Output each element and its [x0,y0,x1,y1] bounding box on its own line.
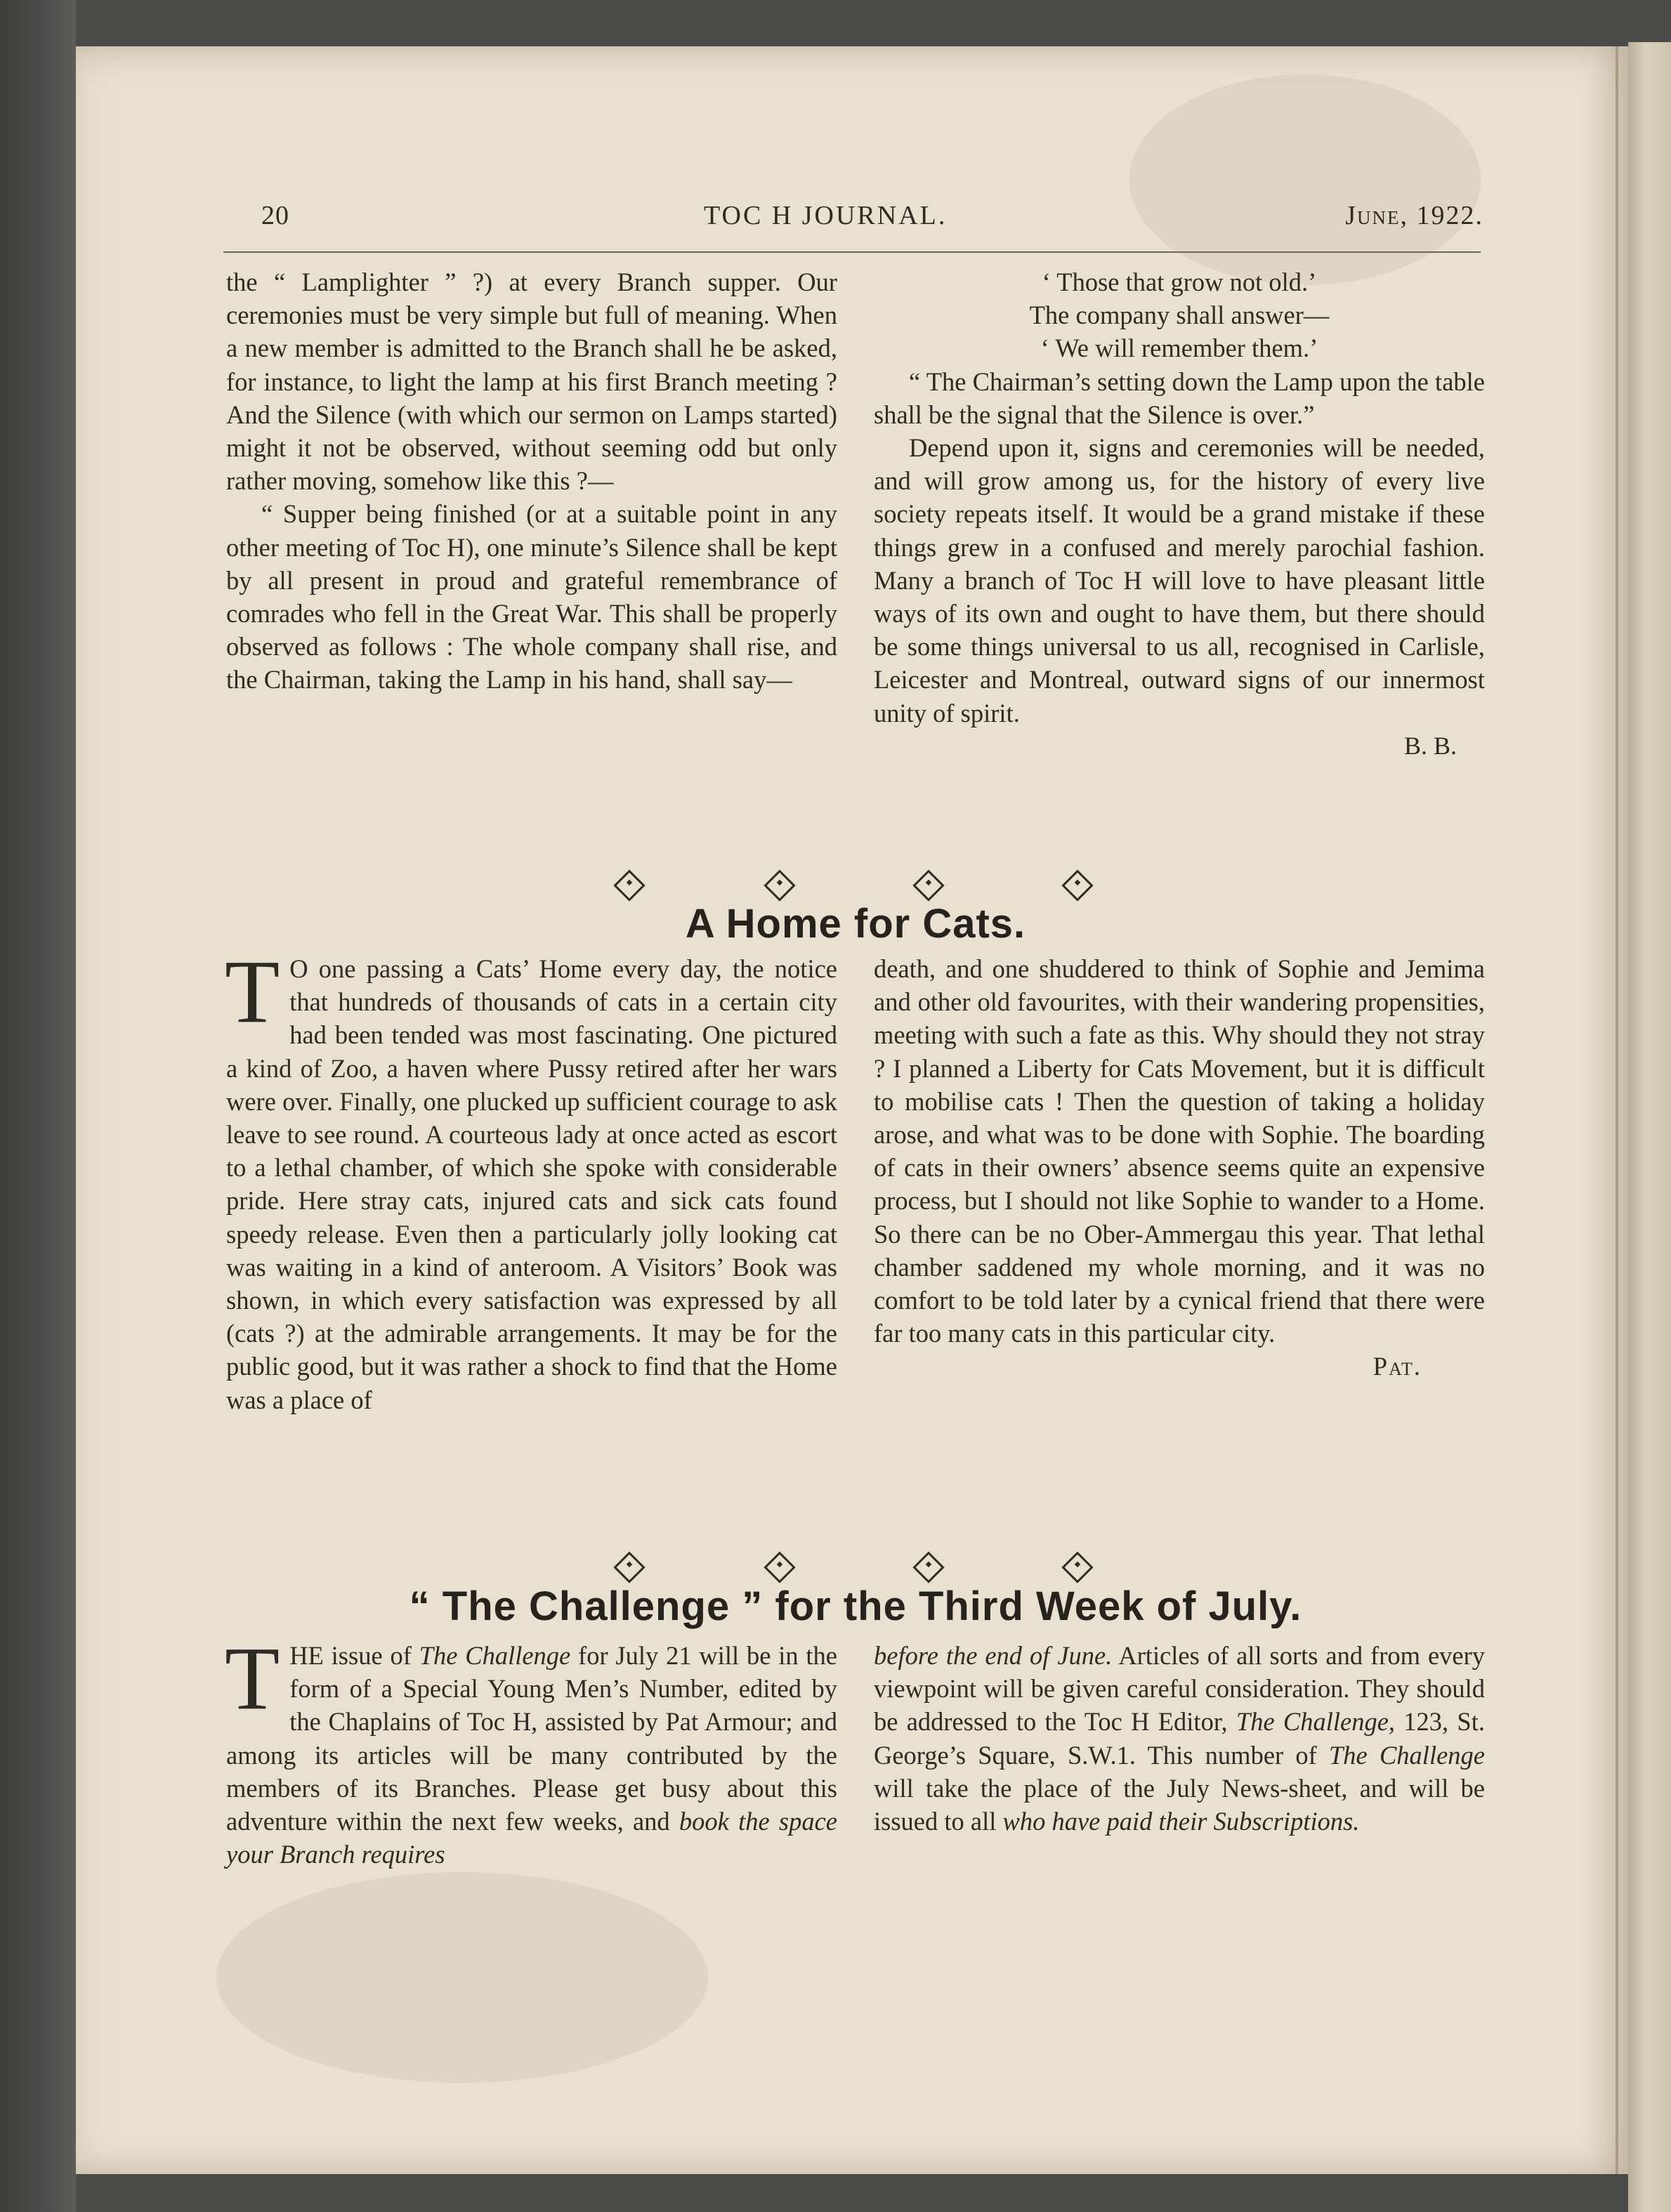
article3-text: 123, St. George’s Square, S.W.1. This number of [874,1707,1485,1770]
article2-right-column [874,952,1485,1383]
running-header [261,200,1483,242]
article1-signature: B. B. [1403,731,1457,760]
article3-text: Articles of all sorts and from every viewpoint will be given careful consideration. They should be addressed to the Toc H Editor, [874,1641,1485,1737]
journal-title: TOC H JOURNAL. [704,201,948,230]
article3-title: “ The Challenge ” for the Third Week of July. [409,1584,1302,1629]
article3-italic-text: who have paid their Subscriptions. [1002,1807,1360,1836]
article1-right-column [874,265,1485,763]
diamond-ornament-icon [764,869,795,901]
issue-date: June, 1922. [1345,201,1483,230]
paper-stain [1129,74,1481,285]
quote-line: ‘ We will remember them.’ [1040,334,1318,363]
drop-cap: T [225,942,280,1041]
article3-right-column [874,1639,1485,1838]
article2-title: A Home for Cats. [685,901,1026,947]
drop-cap: T [225,1628,280,1728]
article1-paragraph: Depend upon it, signs and ceremonies will be needed, and will grow among us, for the history of every live society repeats itself. It would be a grand mistake if these things grew in a confused and merely parochial fashion. Many a branch of Toc H will love to have pleasant little ways of its own and ought to have them, but there should be some things universal to us all, recognised in Carlisle, Leicester and Montreal, outward signs of our innermost unity of spirit. [874,433,1485,728]
diamond-ornament-icon [764,1551,795,1583]
article1-paragraph: “ The Chairman’s setting down the Lamp upon the table shall be the signal that the Silence is over.” [874,367,1485,429]
paper-stain [216,1872,708,2083]
diamond-ornament-icon [613,869,645,901]
article3-text: for July 21 will be in the form of a Special Young Men’s Number, edited by the Chaplains of Toc H, assisted by Pat Armour; and among its articles will be many contributed by the members of its Branches. Please get busy about this adventure within the next few weeks, and [226,1641,838,1836]
quote-line: ‘ Those that grow not old.’ [1042,268,1317,296]
diamond-ornament-icon [912,1551,944,1583]
page-number: 20 [261,201,289,230]
article3-italic-text: before the end of June. [874,1641,1113,1670]
article3-left-column [225,1628,838,1871]
article2-left-column [225,942,837,1416]
next-page-edge [1628,42,1671,2212]
diamond-ornament-icon [1061,1551,1093,1583]
publication-title: The Challenge [419,1641,571,1670]
article3-italic-text: book the space your Branch requires [226,1807,837,1869]
publication-title: The Challenge [1329,1740,1485,1770]
article3-paragraph [874,1639,1485,1838]
quote-line: The company shall answer— [1029,301,1330,330]
article2-right-text: death, and one shuddered to think of Sophie and Jemima and other old favourites, with their wandering propensities, meeting with such a fate as this. Why should they not stray ? I planned a Liberty for Cats Movement, but it is difficult to mobilise cats ! Then the question of taking a holiday arose, and what was to be done with Sophie. The boarding of cats in their owners’ absence seems quite an expensive process, but I should not like Sophie to wander to a Home. So there can be no Ober-Ammergau this year. That lethal chamber saddened my whole morning, and it was no comfort to be told later by a cynical friend that there were far too many cats in this particular city. [874,954,1485,1348]
diamond-ornament-icon [912,869,944,901]
header-rule [223,251,1481,253]
scan-background [0,0,76,2212]
article1-paragraph: the “ Lamplighter ” ?) at every Branch supper. Our ceremonies must be very simple but full of meaning. When a new member is admitted to the Branch shall he be asked, for instance, to light the lamp at his first Branch meeting ? And the Silence (with which our sermon on Lamps started) might it not be observed, without seeming odd but only rather moving, somehow like this ?— [226,268,837,496]
diamond-ornament-icon [613,1551,645,1583]
publication-title: The Challenge, [1236,1707,1396,1737]
article2-left-text: O one passing a Cats’ Home every day, the notice that hundreds of thousands of cats in a certain city had been tended was most fascinating. One pictured a kind of Zoo, a haven where Pussy retired after her wars were over. Finally, one plucked up sufficient courage to ask leave to see round. A courteous lady at once acted as escort to a lethal chamber, of which she spoke with considerable pride. Here stray cats, injured cats and sick cats found speedy release. Even then a particularly jolly looking cat was waiting in a kind of anteroom. A Visitors’ Book was shown, in which every satisfaction was expressed by all (cats ?) at the admirable arrangements. It may be for the public good, but it was rather a shock to find that the Home was a place of [226,954,837,1414]
article1-left-column [226,265,837,697]
article2-paragraph [225,942,837,1416]
article3-text: HE issue of [289,1641,419,1670]
article3-paragraph [225,1628,838,1871]
article1-paragraph: “ Supper being finished (or at a suitable point in any other meeting of Toc H), one minute’s Silence shall be kept by all present in proud and grateful remembrance of comrades who fell in the Great War. This shall be properly observed as follows : The whole company shall rise, and the Chairman, taking the Lamp in his hand, shall say— [226,499,837,694]
article3-text: will take the place of the July News-sheet, and will be issued to all [874,1773,1485,1836]
article2-signature: Pat. [1372,1352,1422,1381]
diamond-ornament-icon [1061,869,1093,901]
page-gutter [1616,46,1618,2174]
